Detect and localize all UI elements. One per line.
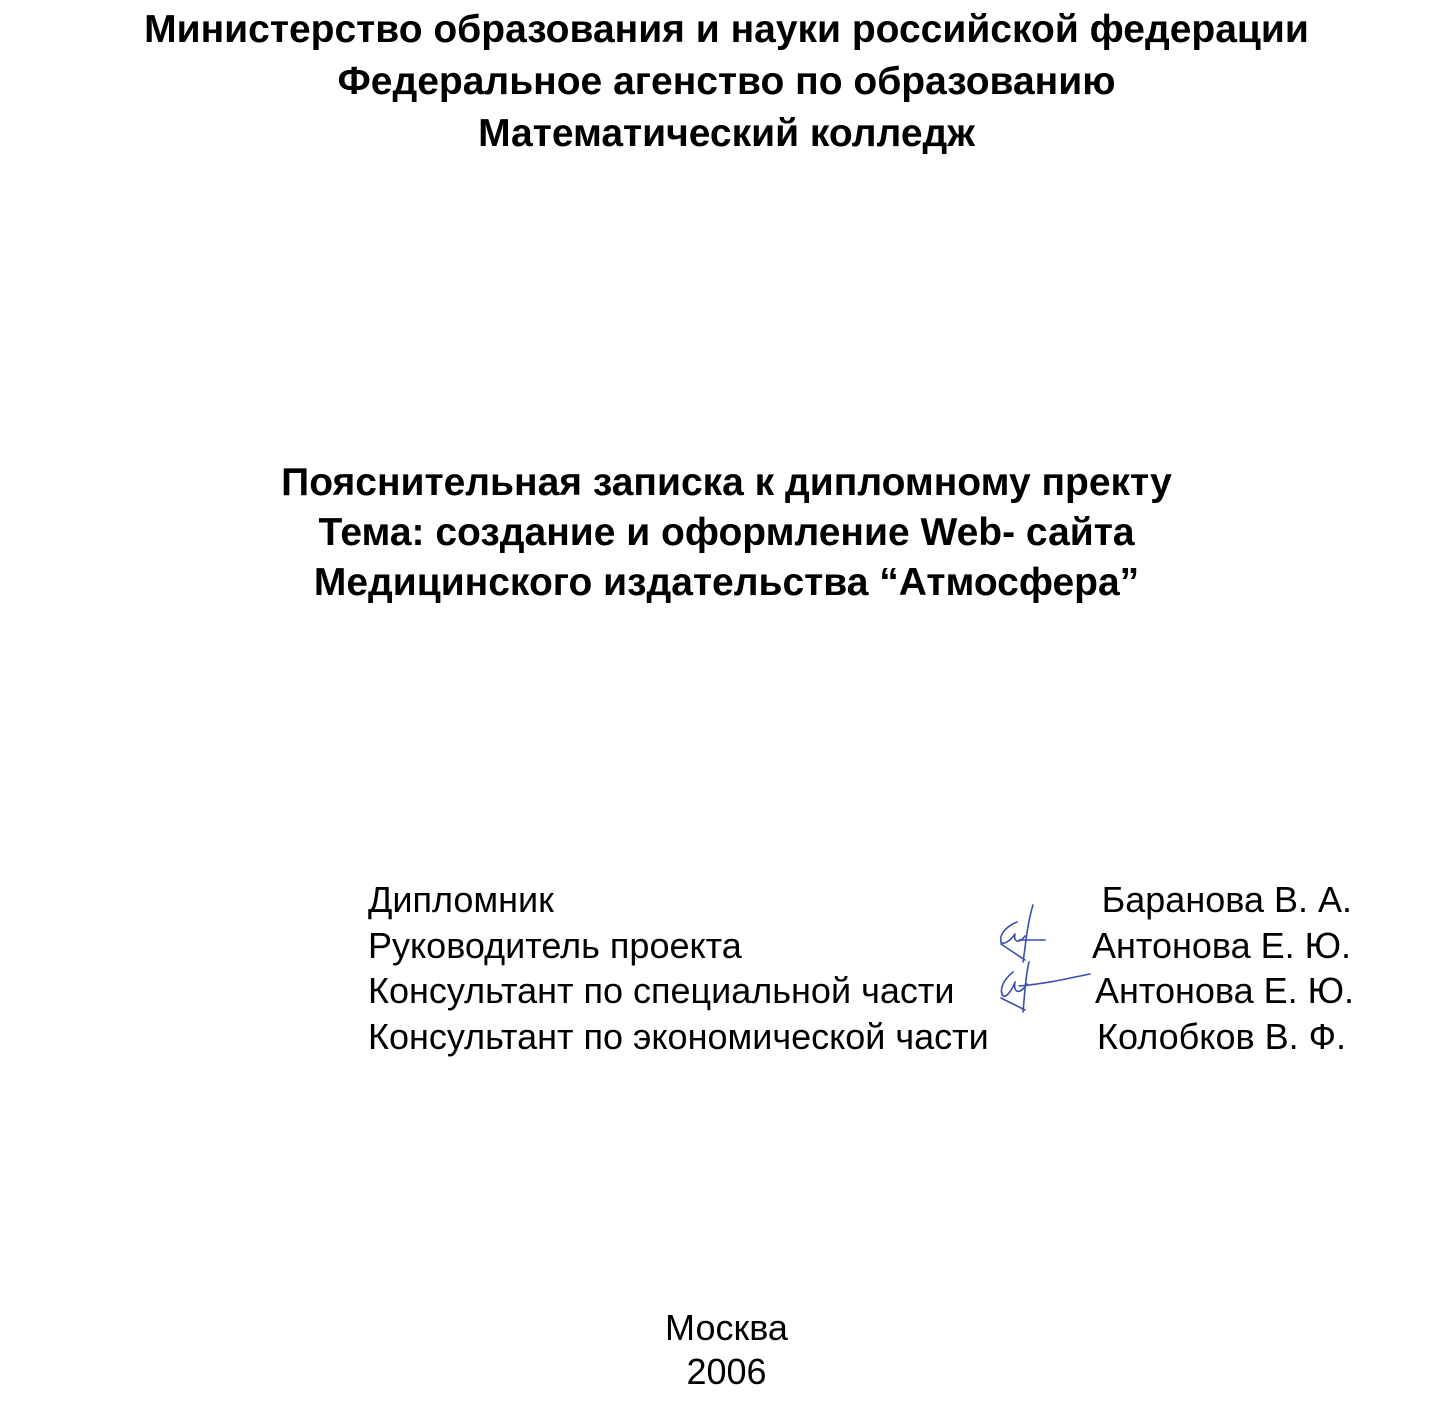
person-name: Антонова Е. Ю.	[1091, 924, 1351, 966]
document-title	[0, 458, 1453, 608]
college-name: Математический колледж	[478, 112, 975, 155]
ministry-name: Министерство образования и науки российской федерации	[144, 8, 1309, 51]
signature-row-student	[368, 877, 1358, 923]
handwritten-signature-icon	[985, 900, 1105, 1020]
role-label: Дипломник	[368, 879, 554, 920]
document-footer	[0, 1306, 1453, 1394]
city: Москва	[665, 1307, 788, 1348]
role-label: Консультант по специальной части	[368, 970, 955, 1011]
title-line-2: Тема: создание и оформление Web- сайта	[318, 511, 1135, 554]
person-name: Антонова Е. Ю.	[1094, 970, 1354, 1011]
document-header	[0, 4, 1453, 160]
signature-row-economic-consultant	[368, 1014, 1358, 1060]
signature-row-special-consultant	[368, 968, 1358, 1014]
title-line-1: Пояснительная записка к дипломному пректу	[281, 461, 1172, 504]
role-label: Консультант по экономической части	[368, 1015, 989, 1057]
role-label: Руководитель проекта	[368, 924, 742, 966]
year: 2006	[686, 1351, 767, 1392]
person-name: Баранова В. А.	[1101, 879, 1352, 920]
signature-block	[368, 877, 1358, 1059]
title-line-3: Медицинского издательства “Атмосфера”	[313, 561, 1140, 604]
signature-row-supervisor	[368, 923, 1358, 969]
agency-name: Федеральное агенство по образованию	[337, 60, 1116, 103]
person-name: Колобков В. Ф.	[1097, 1015, 1346, 1057]
